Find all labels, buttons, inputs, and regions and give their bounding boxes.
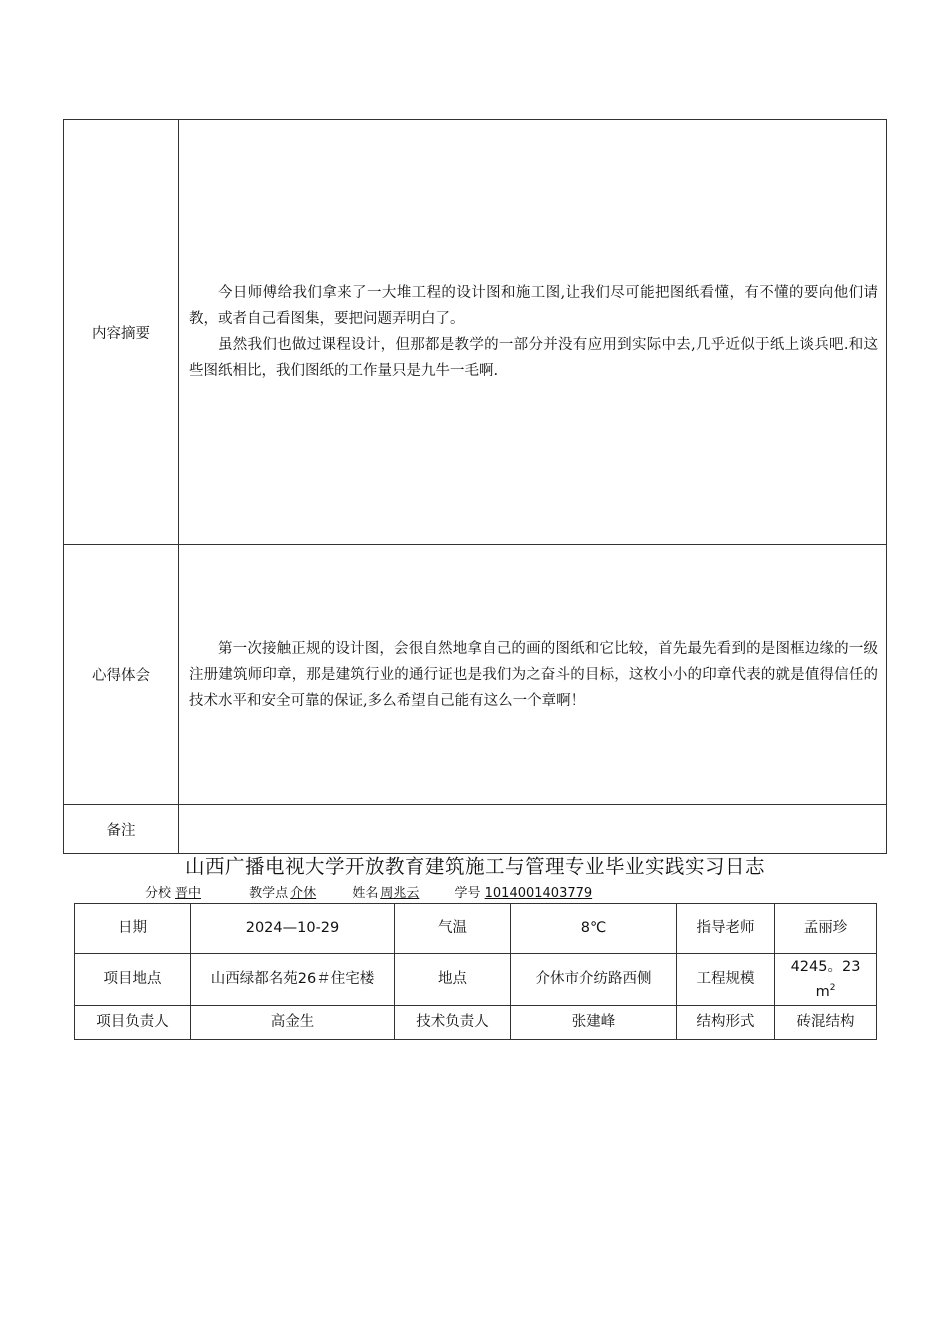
temp-value: 8℃	[511, 904, 677, 954]
teacher-label: 指导老师	[677, 904, 775, 954]
project-location-label: 项目地点	[75, 954, 191, 1006]
name-label: 姓名	[352, 886, 379, 901]
teacher-value: 孟丽珍	[775, 904, 877, 954]
content-row	[64, 120, 887, 545]
location-value: 介休市介纺路西侧	[511, 954, 677, 1006]
remarks-row	[64, 805, 887, 854]
name-value: 周兆云	[380, 886, 420, 901]
branch-value: 晋中	[175, 886, 202, 901]
info-row-2	[75, 954, 877, 1006]
reflection-cell	[179, 545, 887, 805]
branch-label: 分校	[145, 886, 172, 901]
manager-value: 高金生	[191, 1006, 395, 1040]
manager-label: 项目负责人	[75, 1006, 191, 1040]
student-meta	[145, 882, 592, 901]
scale-label: 工程规模	[677, 954, 775, 1006]
id-value: 1014001403779	[484, 886, 593, 901]
remarks-value	[179, 805, 887, 854]
temp-label: 气温	[395, 904, 511, 954]
id-label: 学号	[454, 886, 481, 901]
info-row-3	[75, 1006, 877, 1040]
info-row-1	[75, 904, 877, 954]
project-location-value: 山西绿都名苑26＃住宅楼	[191, 954, 395, 1006]
log-table	[63, 119, 887, 854]
scale-cell	[775, 954, 877, 1006]
scale-value: 4245。23	[790, 958, 861, 975]
structure-value: 砖混结构	[775, 1006, 877, 1040]
content-label: 内容摘要	[64, 120, 179, 545]
content-paragraph-2: 虽然我们也做过课程设计，但那都是教学的一部分并没有应用到实际中去,几乎近似于纸上谈兵吧.和这些图纸相比，我们图纸的工作量只是九牛一毛啊.	[189, 337, 878, 379]
tech-label: 技术负责人	[395, 1006, 511, 1040]
date-label: 日期	[75, 904, 191, 954]
info-table	[74, 903, 877, 1040]
point-label: 教学点	[249, 886, 289, 901]
tech-value: 张建峰	[511, 1006, 677, 1040]
location-label: 地点	[395, 954, 511, 1006]
date-value: 2024—10-29	[191, 904, 395, 954]
reflection-row	[64, 545, 887, 805]
content-cell	[179, 120, 887, 545]
content-paragraph-1: 今日师傅给我们拿来了一大堆工程的设计图和施工图,让我们尽可能把图纸看懂，有不懂的要向他们请教，或者自己看图集，要把问题弄明白了。	[189, 285, 878, 327]
remarks-label: 备注	[64, 805, 179, 854]
reflection-label: 心得体会	[64, 545, 179, 805]
page-title: 山西广播电视大学开放教育建筑施工与管理专业毕业实践实习日志	[184, 855, 765, 878]
structure-label: 结构形式	[677, 1006, 775, 1040]
point-value: 介休	[290, 886, 317, 901]
scale-unit: $m^2$	[815, 982, 836, 1000]
reflection-paragraph-1: 第一次接触正规的设计图，会很自然地拿自己的画的图纸和它比较，首先最先看到的是图框边缘的一级注册建筑师印章，那是建筑行业的通行证也是我们为之奋斗的目标，这枚小小的印章代表的就是值得信任的技术水平和安全可靠的保证,多么希望自己能有这么一个章啊！	[189, 640, 878, 709]
